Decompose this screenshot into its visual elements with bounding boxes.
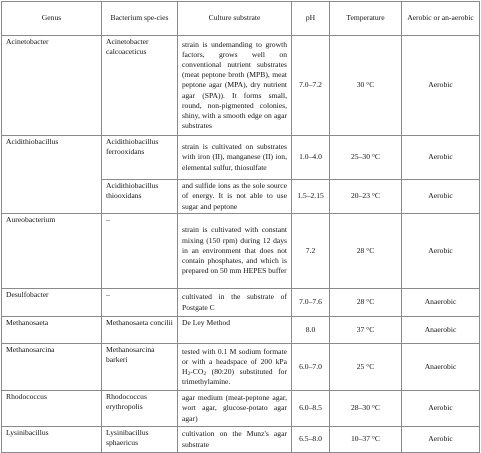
aerobic-cell: Aerobic <box>402 136 480 180</box>
genus-cell: Methanosarcina <box>2 344 102 391</box>
aerobic-cell: Aerobic <box>402 427 480 453</box>
genus-cell: Desulfobacter <box>2 289 102 317</box>
ph-cell: 6.0–7.0 <box>292 344 330 391</box>
bacterium-cell: – <box>102 289 178 317</box>
header-genus: Genus <box>2 2 102 36</box>
bacterium-cell: – <box>102 214 178 289</box>
temperature-cell: 25 °C <box>330 344 402 391</box>
table-row <box>2 344 480 391</box>
temperature-cell: 28–30 °C <box>330 391 402 427</box>
ph-cell: 7.0–7.2 <box>292 36 330 136</box>
header-row <box>2 2 480 36</box>
aerobic-cell: Aerobic <box>402 36 480 136</box>
table-row <box>2 136 480 180</box>
substrate-cell: strain is undemanding to growth factors, grows well on conventional nutrient substrates (meat peptone broth (MPB), meat peptone agar (MPA), dry nutrient agar (SPA)). It forms small, round, non-pigmented colonies, shiny, with a smooth edge on agar substrates <box>178 36 292 136</box>
table-row <box>2 214 480 289</box>
substrate-cell: cultivation on the Munz's agar substrate <box>178 427 292 453</box>
substrate-cell: strain is cultivated with constant mixing (150 rpm) during 12 days in an environment that does not contain phosphates, and which is prepared on 50 mm HEPES buffer <box>178 214 292 289</box>
header-aerobic: Aerobic or an-aerobic <box>402 2 480 36</box>
ph-cell: 6.5–8.0 <box>292 427 330 453</box>
bacterium-cell: Acidithiobacillus thiooxidans <box>102 180 178 214</box>
genus-cell: Acidithiobacillus <box>2 136 102 214</box>
temperature-cell: 10–37 °C <box>330 427 402 453</box>
table-row <box>2 36 480 136</box>
bacterium-cell: Methanosaeta concilii <box>102 317 178 344</box>
aerobic-cell: Aerobic <box>402 391 480 427</box>
table-row <box>2 427 480 453</box>
bacterium-cell: Methanosarcina barkeri <box>102 344 178 391</box>
header-culture-substrate: Culture substrate <box>178 2 292 36</box>
aerobic-cell: Anaerobic <box>402 344 480 391</box>
temperature-cell: 28 °C <box>330 214 402 289</box>
header-ph: pH <box>292 2 330 36</box>
ph-cell: 1.5–2.15 <box>292 180 330 214</box>
genus-cell: Lysinibacillus <box>2 427 102 453</box>
header-temperature: Temperature <box>330 2 402 36</box>
aerobic-cell: Anaerobic <box>402 289 480 317</box>
bacterium-cell: Acinetobacter calcoaceticus <box>102 36 178 136</box>
aerobic-cell: Anaerobic <box>402 317 480 344</box>
header-bacterium-species: Bacterium spe-cies <box>102 2 178 36</box>
ph-cell: 6.0–8.5 <box>292 391 330 427</box>
genus-cell: Rhodococcus <box>2 391 102 427</box>
substrate-cell: agar medium (meat-peptone agar, wort agar, glucose-potato agar agar) <box>178 391 292 427</box>
ph-cell: 1.0–4.0 <box>292 136 330 180</box>
temperature-cell: 25–30 °C <box>330 136 402 180</box>
bacterium-cell: Rhodococcus erythropolis <box>102 391 178 427</box>
aerobic-cell: Aerobic <box>402 214 480 289</box>
table-row <box>2 391 480 427</box>
aerobic-cell: Aerobic <box>402 180 480 214</box>
culture-conditions-table <box>1 1 480 453</box>
substrate-cell: De Ley Method <box>178 317 292 344</box>
temperature-cell: 20–23 °C <box>330 180 402 214</box>
genus-cell: Methanosaeta <box>2 317 102 344</box>
substrate-cell: strain is cultivated on substrates with iron (II), manganese (II) ion, elemental sulfur, thiosulfate <box>178 136 292 180</box>
ph-cell: 7.0–7.6 <box>292 289 330 317</box>
bacterium-cell: Acidithiobacillus ferrooxidans <box>102 136 178 180</box>
ph-cell: 8.0 <box>292 317 330 344</box>
ph-cell: 7.2 <box>292 214 330 289</box>
table-row <box>2 317 480 344</box>
temperature-cell: 30 °C <box>330 36 402 136</box>
substrate-cell: and sulfide ions as the sole source of energy. It is not able to use sugar and peptone <box>178 180 292 214</box>
substrate-cell: tested with 0.1 M sodium formate or with a headspace of 200 kPa $H_2-CO_2$ (80:20) substituted for trimethylamine. <box>178 344 292 391</box>
genus-cell: Acinetobacter <box>2 36 102 136</box>
temperature-cell: 37 °C <box>330 317 402 344</box>
genus-cell: Aureobacterium <box>2 214 102 289</box>
bacterium-cell: Lysinibacillus sphaericus <box>102 427 178 453</box>
substrate-cell: cultivated in the substrate of Postgate C <box>178 289 292 317</box>
temperature-cell: 28 °C <box>330 289 402 317</box>
table-row <box>2 289 480 317</box>
